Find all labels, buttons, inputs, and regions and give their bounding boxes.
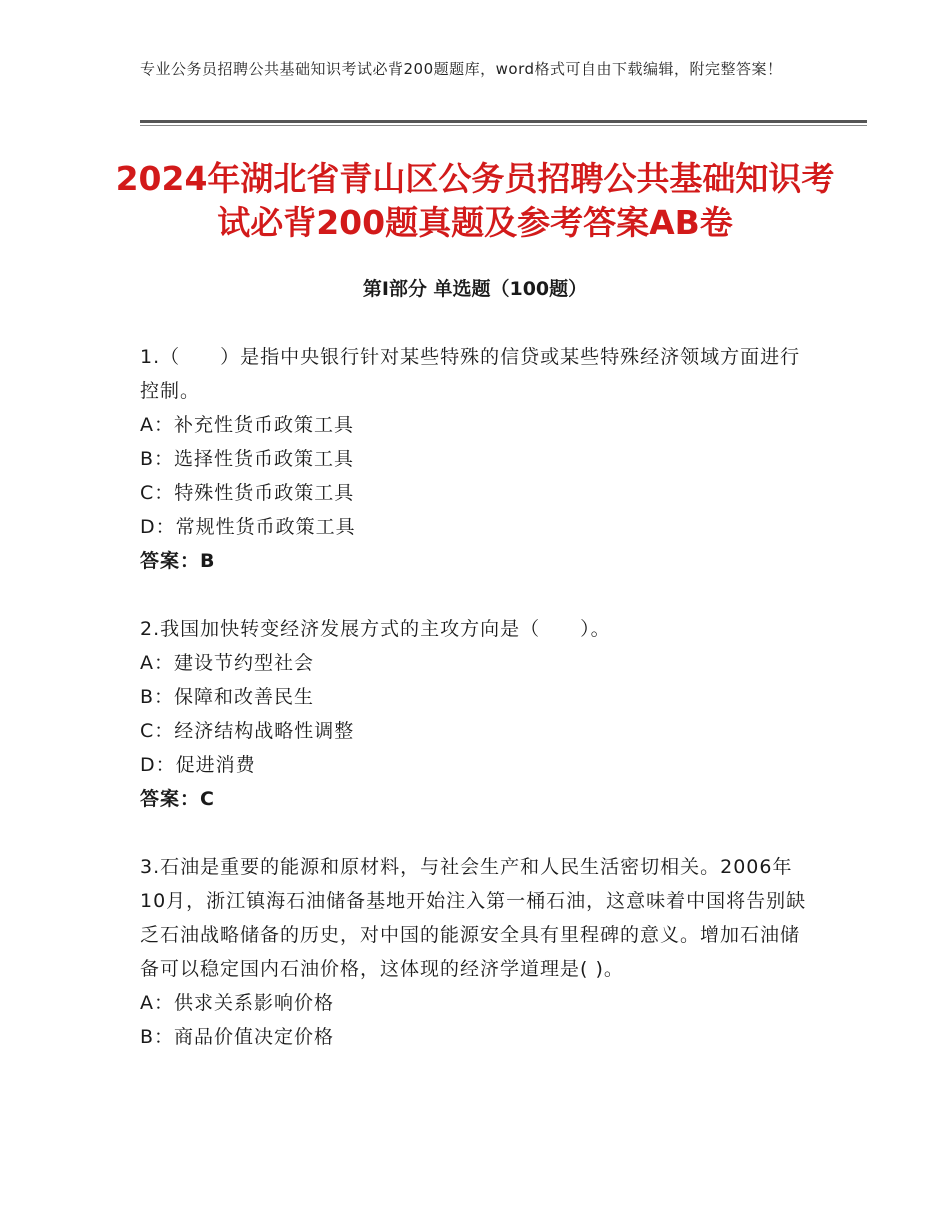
- header-rule-thin: [140, 125, 867, 126]
- option-a: A：供求关系影响价格: [140, 992, 334, 1014]
- question-3: [140, 850, 810, 1054]
- section-title: 第Ⅰ部分 单选题（100题）: [362, 278, 588, 300]
- option-c: C：特殊性货币政策工具: [140, 482, 355, 504]
- option-b: B：商品价值决定价格: [140, 1026, 335, 1048]
- option-a: A：建设节约型社会: [140, 652, 314, 674]
- header-note: 专业公务员招聘公共基础知识考试必背200题题库，word格式可自由下载编辑，附完整答案！: [140, 60, 783, 78]
- question-text: 1.（ ）是指中央银行针对某些特殊的信贷或某些特殊经济领域方面进行控制。: [140, 346, 801, 402]
- answer: 答案：C: [140, 788, 215, 810]
- option-d: D：常规性货币政策工具: [140, 516, 356, 538]
- question-text: 2.我国加快转变经济发展方式的主攻方向是（ ）。: [140, 618, 611, 640]
- option-a: A：补充性货币政策工具: [140, 414, 354, 436]
- answer: 答案：B: [140, 550, 216, 572]
- document-title: 2024年湖北省青山区公务员招聘公共基础知识考试必背200题真题及参考答案AB卷: [115, 159, 835, 242]
- question-2: [140, 612, 810, 816]
- questions-list: [140, 340, 810, 1088]
- option-d: D：促进消费: [140, 754, 256, 776]
- option-b: B：选择性货币政策工具: [140, 448, 355, 470]
- question-text: 3.石油是重要的能源和原材料，与社会生产和人民生活密切相关。2006年10月，浙江镇海石油储备基地开始注入第一桶石油，这意味着中国将告别缺乏石油战略储备的历史，对中国的能源安全具有里程碑的意义。增加石油储备可以稳定国内石油价格，这体现的经济学道理是( )。: [140, 856, 807, 980]
- option-b: B：保障和改善民生: [140, 686, 315, 708]
- question-1: [140, 340, 810, 578]
- option-c: C：经济结构战略性调整: [140, 720, 355, 742]
- header-rule-thick: [140, 120, 867, 123]
